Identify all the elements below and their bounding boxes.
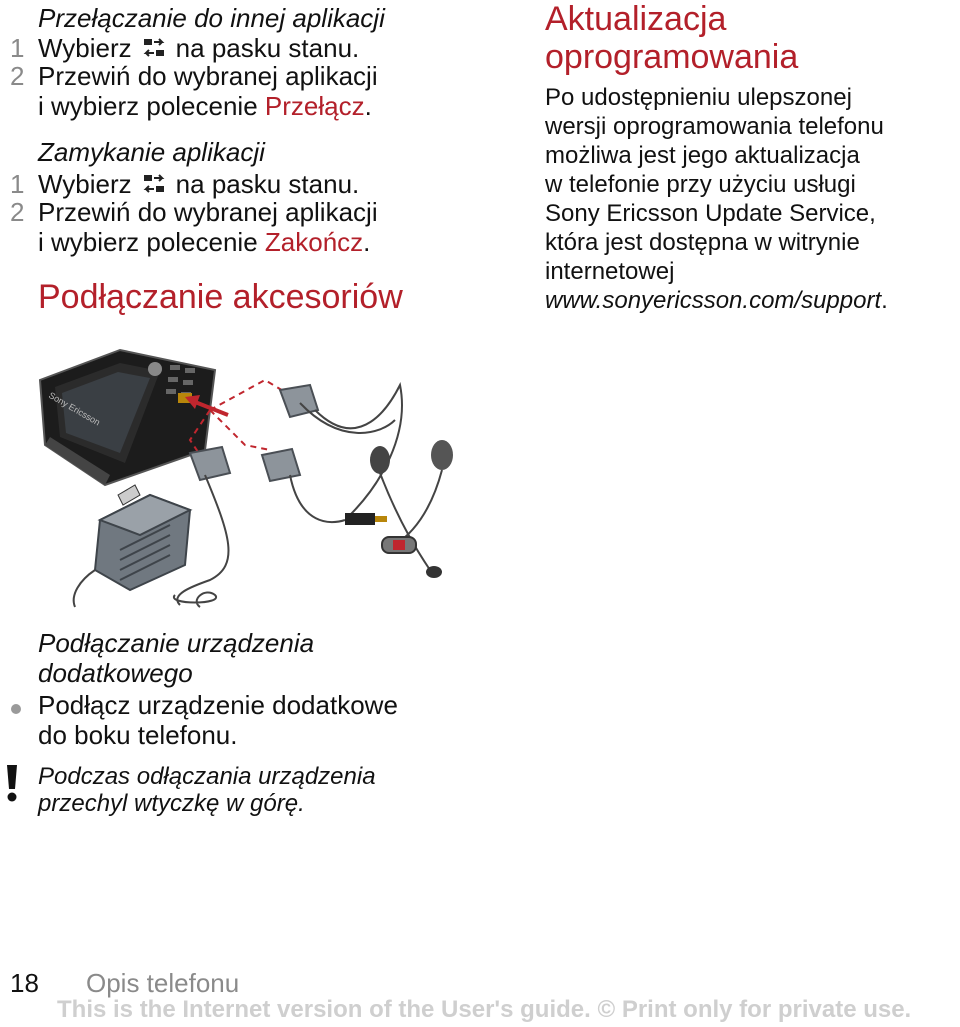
- bullet-icon: [10, 690, 38, 750]
- page-number: 18: [10, 968, 39, 998]
- connect-bullet: [10, 690, 398, 750]
- warning-icon: [2, 763, 38, 817]
- bullet-text: Podłącz urządzenie dodatkowe do boku telefonu.: [38, 690, 398, 750]
- switch-step-2: [10, 61, 378, 121]
- headset-illustration: [315, 385, 453, 578]
- command-zakoncz: Zakończ: [264, 227, 364, 257]
- step-text: Przewiń do wybranej aplikacji i wybierz polecenie Przełącz.: [38, 61, 378, 121]
- step-text: Wybierz na pasku stanu.: [38, 33, 359, 65]
- charger-illustration: [74, 475, 229, 607]
- software-update-text: Po udostępnieniu ulepszonej wersji oprogramowania telefonu możliwa jest jego aktualizacja w telefonie przy użyciu usługi Sony Ericsson Update Service, która jest dostępna w witrynie internetowej www.sonyericsson.com/support.: [545, 84, 888, 314]
- audio-cable: [290, 475, 387, 525]
- step-text: Przewiń do wybranej aplikacji i wybierz polecenie Zakończ.: [38, 197, 378, 257]
- warning-note: [2, 763, 376, 817]
- command-przelacz: Przełącz: [264, 91, 365, 121]
- step-number: 2: [10, 197, 25, 227]
- accessories-illustration: [0, 325, 960, 615]
- step-text: Wybierz na pasku stanu.: [38, 169, 359, 201]
- support-url: www.sonyericsson.com/support: [545, 287, 882, 314]
- connect-accessory-title: Podłączanie urządzenia dodatkowego: [38, 628, 315, 688]
- close-step-2: [10, 197, 378, 257]
- phone-illustration: [40, 350, 215, 485]
- phone-brand-label: Sony Ericsson: [47, 390, 102, 428]
- footer-section-title: Opis telefonu: [86, 968, 240, 998]
- software-update-heading: Aktualizacja oprogramowania: [545, 0, 799, 76]
- footer-notice: This is the Internet version of the User's guide. © Print only for private use.: [57, 996, 912, 1023]
- switch-app-title: Przełączanie do innej aplikacji: [38, 3, 385, 33]
- warning-text: Podczas odłączania urządzenia przechyl wtyczkę w górę.: [38, 763, 376, 817]
- accessories-heading: Podłączanie akcesoriów: [38, 278, 403, 316]
- step-number: 1: [10, 33, 25, 63]
- step-number: 2: [10, 61, 25, 91]
- step-number: 1: [10, 169, 25, 199]
- close-app-title: Zamykanie aplikacji: [38, 137, 265, 167]
